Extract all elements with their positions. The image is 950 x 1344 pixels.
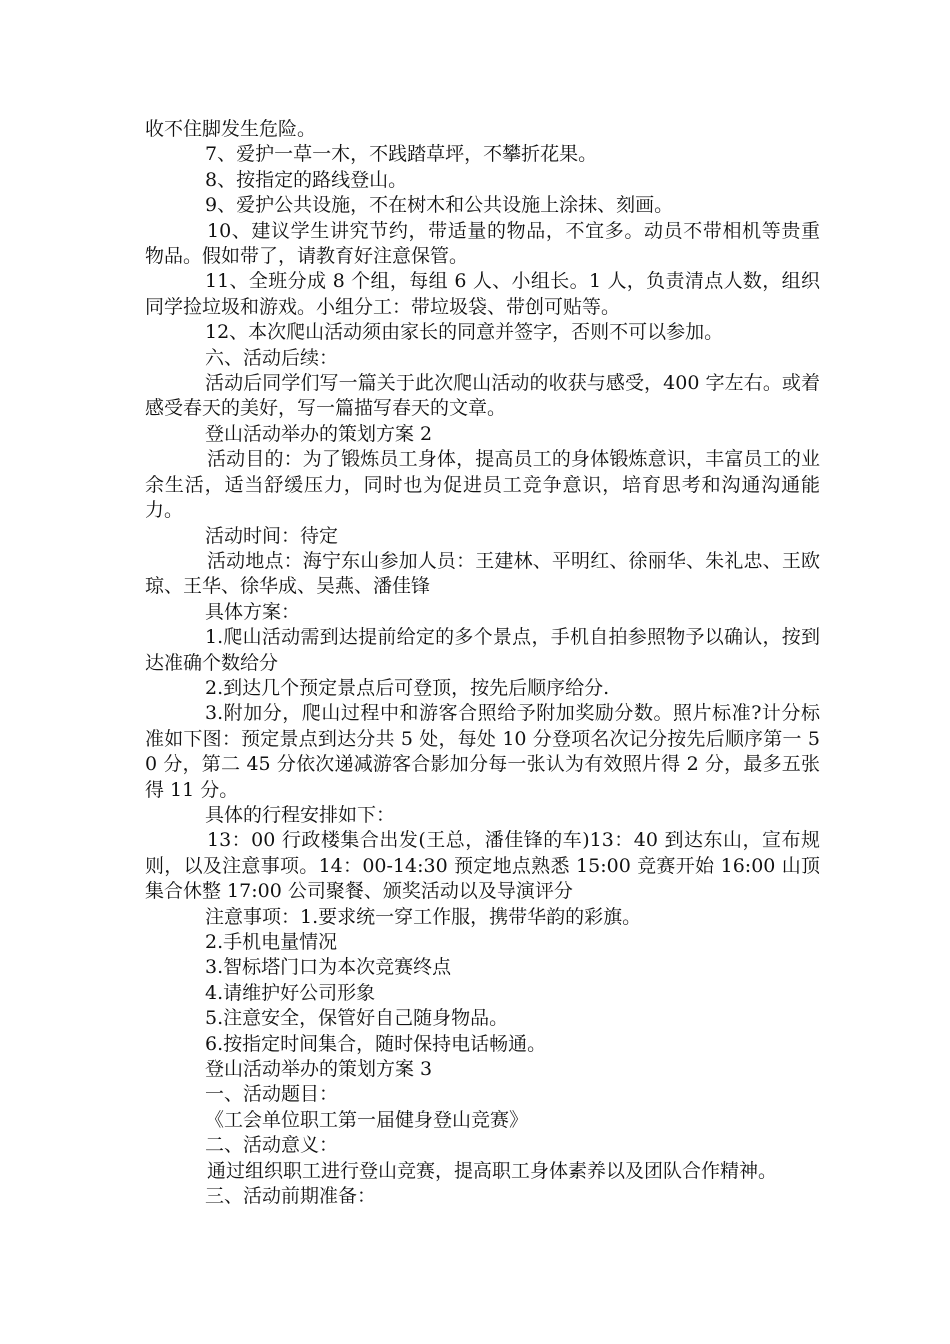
paragraph: 10、建议学生讲究节约，带适量的物品，不宜多。动员不带相机等贵重物品。假如带了，请教育好注意保管。 (145, 219, 820, 268)
paragraph: 《工会单位职工第一届健身登山竞赛》 (205, 1108, 529, 1131)
paragraph: 具体的行程安排如下： (205, 803, 396, 826)
paragraph: 11、全班分成 8 个组，每组 6 人、小组长。1 人，负责清点人数，组织同学捡垃圾和游戏。小组分工：带垃圾袋、带创可贴等。 (145, 270, 820, 318)
section-heading: 一、活动题目： (205, 1083, 339, 1106)
paragraph: 活动目的：为了锻炼员工身体，提高员工的身体锻炼意识，丰富员工的业余生活，适当舒缓压力，同时也为促进员工竞争意识，培育思考和沟通沟通能力。 (145, 448, 820, 522)
section-heading: 二、活动意义： (205, 1134, 339, 1157)
paragraph: 2.手机电量情况 (205, 931, 338, 953)
paragraph: 3.智标塔门口为本次竞赛终点 (205, 956, 452, 979)
paragraph: 12、本次爬山活动须由家长的同意并签字，否则不可以参加。 (205, 321, 724, 344)
paragraph: 活动后同学们写一篇关于此次爬山活动的收获与感受，400 字左右。或着感受春天的美好，写一篇描写春天的文章。 (145, 372, 820, 420)
plan-title: 登山活动举办的策划方案 3 (205, 1058, 433, 1081)
paragraph: 7、爱护一草一木，不践踏草坪，不攀折花果。 (205, 143, 598, 166)
paragraph: 1.爬山活动需到达提前给定的多个景点，手机自拍参照物予以确认，按到达准确个数给分 (145, 626, 820, 674)
paragraph: 活动时间：待定 (205, 524, 339, 547)
section-heading: 六、活动后续： (205, 346, 339, 369)
paragraph: 8、按指定的路线登山。 (205, 168, 408, 191)
paragraph: 2.到达几个预定景点后可登顶，按先后顺序给分. (205, 676, 610, 699)
paragraph: 6.按指定时间集合，随时保持电话畅通。 (205, 1032, 547, 1055)
plan-title: 登山活动举办的策划方案 2 (205, 422, 433, 445)
paragraph: 9、爱护公共设施，不在树木和公共设施上涂抹、刻画。 (205, 194, 674, 217)
document-body (145, 117, 820, 1209)
section-heading: 三、活动前期准备： (205, 1185, 377, 1208)
paragraph: 注意事项：1.要求统一穿工作服，携带华韵的彩旗。 (205, 905, 642, 928)
paragraph: 通过组织职工进行登山竞赛，提高职工身体素养以及团队合作精神。 (207, 1159, 778, 1182)
paragraph: 3.附加分，爬山过程中和游客合照给予附加奖励分数。照片标准?计分标准如下图：预定景点到达分共 5 处，每处 10 分登项名次记分按先后顺序第一 50 分，第二 45 分依次递减游客合影加分每一张认为有效照片得 2 分，最多五张得 11 分。 (145, 702, 820, 801)
paragraph: 收不住脚发生危险。 (145, 118, 317, 140)
paragraph: 活动地点：海宁东山参加人员：王建林、平明红、徐丽华、朱礼忠、王欧琼、王华、徐华成、吴燕、潘佳锋 (145, 549, 820, 598)
paragraph: 5.注意安全，保管好自己随身物品。 (205, 1007, 509, 1030)
paragraph: 具体方案： (205, 600, 301, 623)
paragraph: 4.请维护好公司形象 (205, 981, 376, 1004)
paragraph: 13：00 行政楼集合出发(王总，潘佳锋的车)13：40 到达东山，宣布规则，以及注意事项。14：00-14:30 预定地点熟悉 15:00 竞赛开始 16:00 山顶集合休整 17:00 公司聚餐、颁奖活动以及导演评分 (145, 829, 820, 903)
